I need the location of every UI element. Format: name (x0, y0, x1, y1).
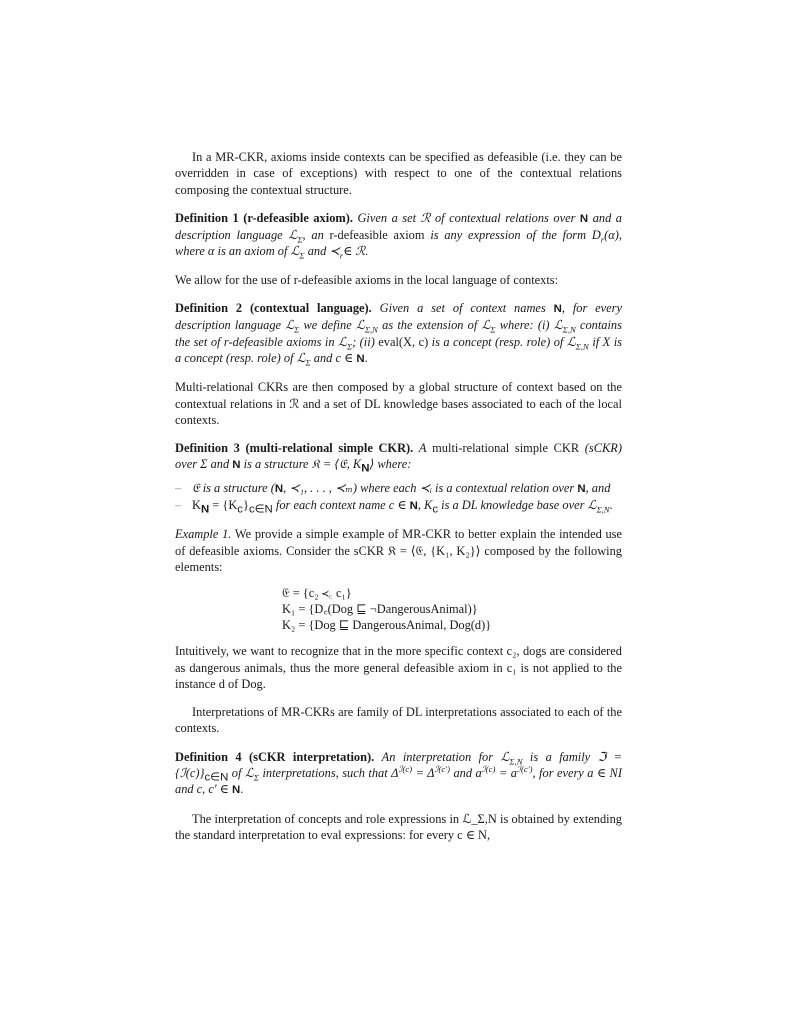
definition-3-term: multi-relational simple CKR (432, 441, 580, 456)
list-item: – 𝔈 is a structure (N, ≺₁, . . . , ≺ₘ) where each ≺ᵢ is a contextual relation over N, and (175, 480, 622, 497)
list-item: – $K_N = \{K_c\}_{c\in N}$ for each context name c ∈ N, $K_c$ is a DL knowledge base over ℒ$_{\Sigma,N}$. (175, 497, 622, 514)
definition-2-title: Definition 2 (contextual language). (175, 301, 372, 316)
multi-paragraph: Multi-relational CKRs are then composed by a global structure of context based on the contextual relations in ℛ and a set of DL knowledge bases associated to each of the local contexts. (175, 380, 622, 427)
definition-3-title: Definition 3 (multi-relational simple CKR). (175, 441, 414, 456)
example-label: Example 1. (175, 527, 232, 542)
text-column (175, 149, 622, 843)
definition-3-list (175, 480, 622, 515)
allow-paragraph: We allow for the use of r-defeasible axioms in the local language of contexts: (175, 272, 559, 287)
example-1 (175, 526, 622, 575)
intuitively-paragraph: Intuitively, we want to recognize that in the more specific context c₂, dogs are considered as dangerous animals, thus the more general defeasible axiom in c₁ is not applied to the instance d of Dog. (175, 644, 622, 691)
definition-1-term: r-defeasible axiom (329, 228, 425, 243)
example-equations (282, 585, 622, 633)
definition-1-title: Definition 1 (r-defeasible axiom). (175, 210, 353, 225)
equation-structure: 𝔈 = {c₂ ≺꜀ c₁} (282, 586, 352, 601)
definition-4: Definition 4 (sCKR interpretation). An interpretation for ℒ$_{\Sigma,N}$ is a family ℑ = $\{ℐ(c)\}_{c\in N}$ of ℒ$_\Sigma$ interpretations, such that $\Delta^{ℐ(c)} = \Delta^{ℐ(c')}$ and $a^{ℐ(c)} = a^{ℐ(c')}$, for every a ∈ NI and c, c′ ∈ N. (175, 749, 622, 797)
equation-k2: K₂ = {Dog ⊑ DangerousAnimal, Dog(d)} (282, 618, 492, 633)
definition-2: Definition 2 (contextual language). Given a set of context names N, for every description language ℒ$_\Sigma$ we define ℒ$_{\Sigma,N}$ as the extension of ℒ$_\Sigma$ where: (i) ℒ$_{\Sigma,N}$ contains the set of r-defeasible axioms in ℒ$_\Sigma$; (ii) eval(X, c) is a concept (resp. role) of ℒ$_{\Sigma,N}$ if X is a concept (resp. role) of ℒ$_\Sigma$ and c ∈ N. (175, 301, 622, 368)
equation-k1: K₁ = {D꜀(Dog ⊑ ¬DangerousAnimal)} (282, 602, 478, 617)
definition-3: Definition 3 (multi-relational simple CKR). A multi-relational simple CKR (sCKR) over Σ and N is a structure 𝔎 = ⟨𝔈, $K_N⟩$ where: – 𝔈 is a structure (N, ≺₁, . . . , ≺ₘ) where each ≺ᵢ is a contextual relation over N, and – $K_N = \{K_c\}_{c\in N}$ for each context name c ∈ N, $K_c$ is a DL knowledge base over ℒ$_{\Sigma,N}$. (175, 440, 622, 514)
intro-paragraph: In a MR-CKR, axioms inside contexts can be specified as defeasible (i.e. they can be overridden in case of exceptions) with respect to one of the contextual relations composing the contextual structure. (175, 150, 622, 197)
definition-4-title: Definition 4 (sCKR interpretation). (175, 749, 375, 764)
example-text: We provide a simple example of MR-CKR to better explain the intended use of defeasible axioms. Consider the sCKR 𝔎 = ⟨𝔈, {K₁, K₂}⟩ composed by the following elements: (175, 527, 623, 574)
final-paragraph: The interpretation of concepts and role expressions in ℒ_Σ,N is obtained by extending the standard interpretation to eval expressions: for every c ∈ N, (175, 811, 622, 842)
interpretations-paragraph: Interpretations of MR-CKRs are family of DL interpretations associated to each of the contexts. (175, 705, 622, 736)
definition-1: Definition 1 (r-defeasible axiom). Given a set ℛ of contextual relations over N and a description language ℒ$_\Sigma$, an r-defeasible axiom is any expression of the form $D_r(\alpha)$, where α is an axiom of ℒ$_\Sigma$ and $≺_r\in$ ℛ. (175, 210, 622, 261)
